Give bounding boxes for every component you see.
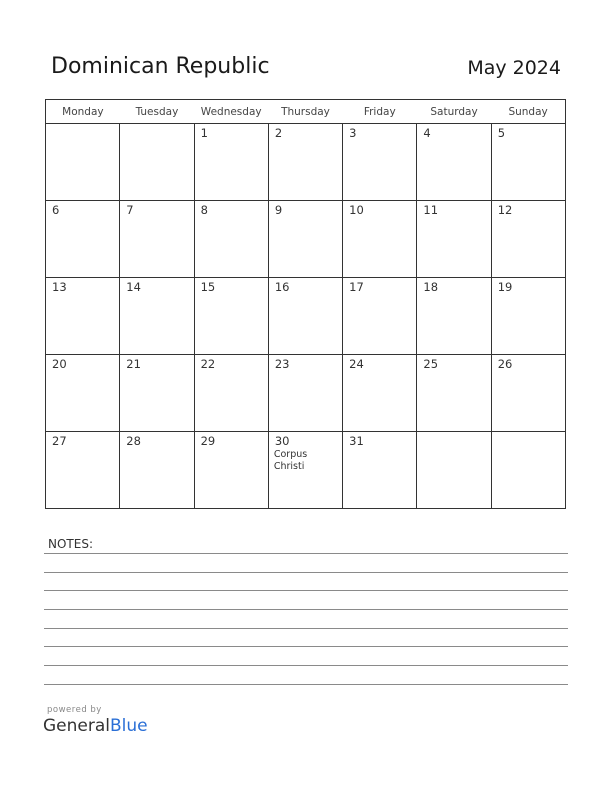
day-number: 2 (274, 126, 283, 140)
powered-by-text: powered by (47, 705, 102, 715)
week-row (46, 432, 566, 509)
day-cell (46, 432, 120, 509)
day-cell (268, 201, 342, 278)
note-line (44, 590, 568, 591)
day-cell (417, 432, 491, 509)
week-row (46, 201, 566, 278)
day-number: 21 (126, 357, 141, 371)
month-title: May 2024 (467, 57, 561, 79)
day-number: 17 (349, 280, 364, 294)
day-cell (491, 201, 565, 278)
note-line (44, 628, 568, 629)
day-cell (194, 432, 268, 509)
day-number: 6 (52, 203, 60, 217)
note-line (44, 609, 568, 610)
day-cell (343, 355, 417, 432)
day-number: 27 (52, 434, 67, 448)
day-number: 3 (349, 126, 357, 140)
day-number: 9 (274, 203, 283, 217)
holiday-label: Corpus Christi (273, 449, 308, 472)
day-cell (491, 432, 565, 509)
day-number: 20 (52, 357, 67, 371)
day-number: 1 (200, 126, 208, 140)
day-cell (46, 278, 120, 355)
day-cell (343, 432, 417, 509)
weekday-header: Friday (343, 100, 417, 124)
weekday-header-row (46, 100, 566, 124)
weekday-header: Saturday (417, 100, 491, 124)
brand-blue: Blue (110, 716, 148, 736)
note-line (44, 684, 568, 685)
day-number: 11 (423, 203, 439, 217)
week-row (46, 278, 566, 355)
day-cell (343, 201, 417, 278)
generalblue-logo (43, 716, 148, 736)
day-number: 24 (349, 357, 364, 371)
day-number: 31 (349, 434, 364, 448)
note-line (44, 646, 568, 647)
day-number: 18 (423, 280, 439, 294)
day-cell (417, 201, 491, 278)
day-cell (194, 124, 268, 201)
day-number: 10 (349, 203, 364, 217)
day-number: 19 (497, 280, 513, 294)
day-cell (343, 278, 417, 355)
day-number: 26 (497, 357, 513, 371)
weekday-header: Wednesday (194, 100, 268, 124)
day-number: 4 (423, 126, 431, 140)
day-cell (120, 201, 194, 278)
week-row (46, 355, 566, 432)
day-number: 28 (126, 434, 141, 448)
weekday-header: Tuesday (120, 100, 194, 124)
day-number: 14 (126, 280, 141, 294)
day-cell (268, 278, 342, 355)
day-cell (120, 355, 194, 432)
day-number: 25 (423, 357, 439, 371)
day-number: 7 (126, 203, 134, 217)
day-cell (194, 355, 268, 432)
day-cell (417, 278, 491, 355)
week-row (46, 124, 566, 201)
day-cell (417, 124, 491, 201)
day-number: 13 (52, 280, 67, 294)
day-cell (120, 124, 194, 201)
day-number: 22 (200, 357, 216, 371)
weekday-header: Monday (46, 100, 120, 124)
day-cell (120, 432, 194, 509)
day-number: 23 (274, 357, 290, 371)
weekday-header: Thursday (268, 100, 342, 124)
note-line (44, 553, 568, 554)
day-cell (120, 278, 194, 355)
day-cell (268, 355, 342, 432)
day-cell (194, 201, 268, 278)
day-cell (268, 432, 342, 509)
day-number: 30 (274, 434, 290, 448)
day-number: 15 (200, 280, 216, 294)
day-cell (46, 201, 120, 278)
day-cell (417, 355, 491, 432)
weekday-header: Sunday (491, 100, 565, 124)
calendar-grid (45, 99, 566, 509)
day-cell (491, 355, 565, 432)
day-cell (46, 124, 120, 201)
note-line (44, 572, 568, 573)
day-cell (194, 278, 268, 355)
day-cell (46, 355, 120, 432)
day-number: 8 (200, 203, 208, 217)
day-cell (343, 124, 417, 201)
day-cell (268, 124, 342, 201)
day-number: 5 (497, 126, 506, 140)
day-cell (491, 278, 565, 355)
day-number: 12 (497, 203, 513, 217)
day-number: 29 (200, 434, 216, 448)
country-title: Dominican Republic (51, 54, 270, 79)
day-cell (491, 124, 565, 201)
notes-label: NOTES: (48, 537, 93, 551)
note-line (44, 665, 568, 666)
day-number: 16 (274, 280, 290, 294)
brand-general: General (43, 716, 110, 736)
